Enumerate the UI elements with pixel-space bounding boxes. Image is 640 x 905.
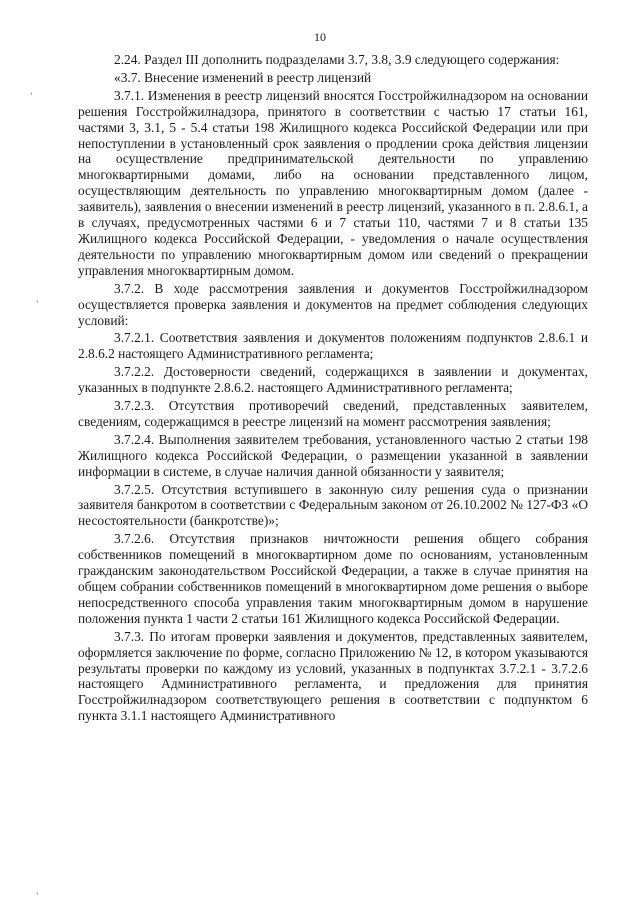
paragraph-3-7-2-5: 3.7.2.5. Отсутствия вступившего в законную силу решения суда о признании заявителя банкротом в соответствии с Федеральным законом от 26.10.2002 № 127-ФЗ «О несостоятельности (банкротстве)»; [78,481,588,529]
scan-mark: ' [30,92,33,102]
scan-mark: ' [36,300,39,310]
paragraph-3-7-2-6: 3.7.2.6. Отсутствия признаков ничтожности решения общего собрания собственников помещений в многоквартирном доме по основаниям, установленным гражданским законодательством Российской Федерации, а также в случае принятия на общем собрании собственников помещений в многоквартирном доме решения о выборе непосредственного способа управления таким многоквартирным домом в нарушение положения пункта 1 части 2 статьи 161 Жилищного кодекса Российской Федерации. [78,531,588,626]
paragraph-2-24: 2.24. Раздел III дополнить подразделами 3.7, 3.8, 3.9 следующего содержания: [114,52,560,67]
paragraph-3-7-1: 3.7.1. Изменения в реестр лицензий вносятся Госстройжилнадзором на основании решения Госстройжилнадзора, принятого в соответствии с частью 17 статьи 161, частями 3, 3.1, 5 - 5.4 статьи 198 Жилищного кодекса Российской Федерации или при непоступлении в установленный срок заявления о продлении срока действия лицензии на осуществление предпринимательской деятельности по управлению многоквартирными домами, либо на основании представленного лицом, осуществляющим деятельность по управлению многоквартирным домом (далее - заявитель), заявления о внесении изменений в реестр лицензий, указанного в п. 2.8.6.1, а в случаях, предусмотренных частями 6 и 7 статьи 110, частями 7 и 8 статьи 135 Жилищного кодекса Российской Федерации, - уведомления о начале осуществления деятельности по управлению многоквартирным домом или сведений о прекращении управления многоквартирным домом. [78,87,588,278]
paragraph-3-7-2-3: 3.7.2.3. Отсутствия противоречий сведений, представленных заявителем, сведениям, содержащимся в реестре лицензий на момент рассмотрения заявления; [78,398,588,429]
paragraph-3-7-2-1: 3.7.2.1. Соответствия заявления и документов положениям подпунктов 2.8.6.1 и 2.8.6.2 настоящего Административного регламента; [78,330,588,362]
paragraph-3-7-3: 3.7.3. По итогам проверки заявления и документов, представленных заявителем, оформляется заключение по форме, согласно Приложению № 12, в котором указываются результаты проверки по каждому из условий, указанных в подпунктах 3.7.2.1 - 3.7.2.6 настоящего Административного регламента, и предложения для принятия Госстройжилнадзором соответствующего решения в соответствии с подпунктом 6 пункта 3.1.1 настоящего Административного [78,628,588,724]
paragraph-3-7-2-2: 3.7.2.2. Достоверности сведений, содержащихся в заявлении и документах, указанных в подпункте 2.8.6.2. настоящего Административного регламента; [78,364,588,396]
paragraph-3-7-2-4: 3.7.2.4. Выполнения заявителем требования, установленного частью 2 статьи 198 Жилищного кодекса Российской Федерации, о размещении указанной в заявлении информации в системе, в случае наличия данной обязанности у заявителя; [78,431,588,479]
section-heading-3-7: «3.7. Внесение изменений в реестр лицензий [114,69,372,85]
document-body [78,52,588,724]
scan-mark: ' [36,892,39,902]
page-number: 10 [314,30,326,44]
paragraph-3-7-2: 3.7.2. В ходе рассмотрения заявления и документов Госстройжилнадзором осуществляется проверка заявления и документов на предмет соблюдения следующих условий: [78,280,588,328]
